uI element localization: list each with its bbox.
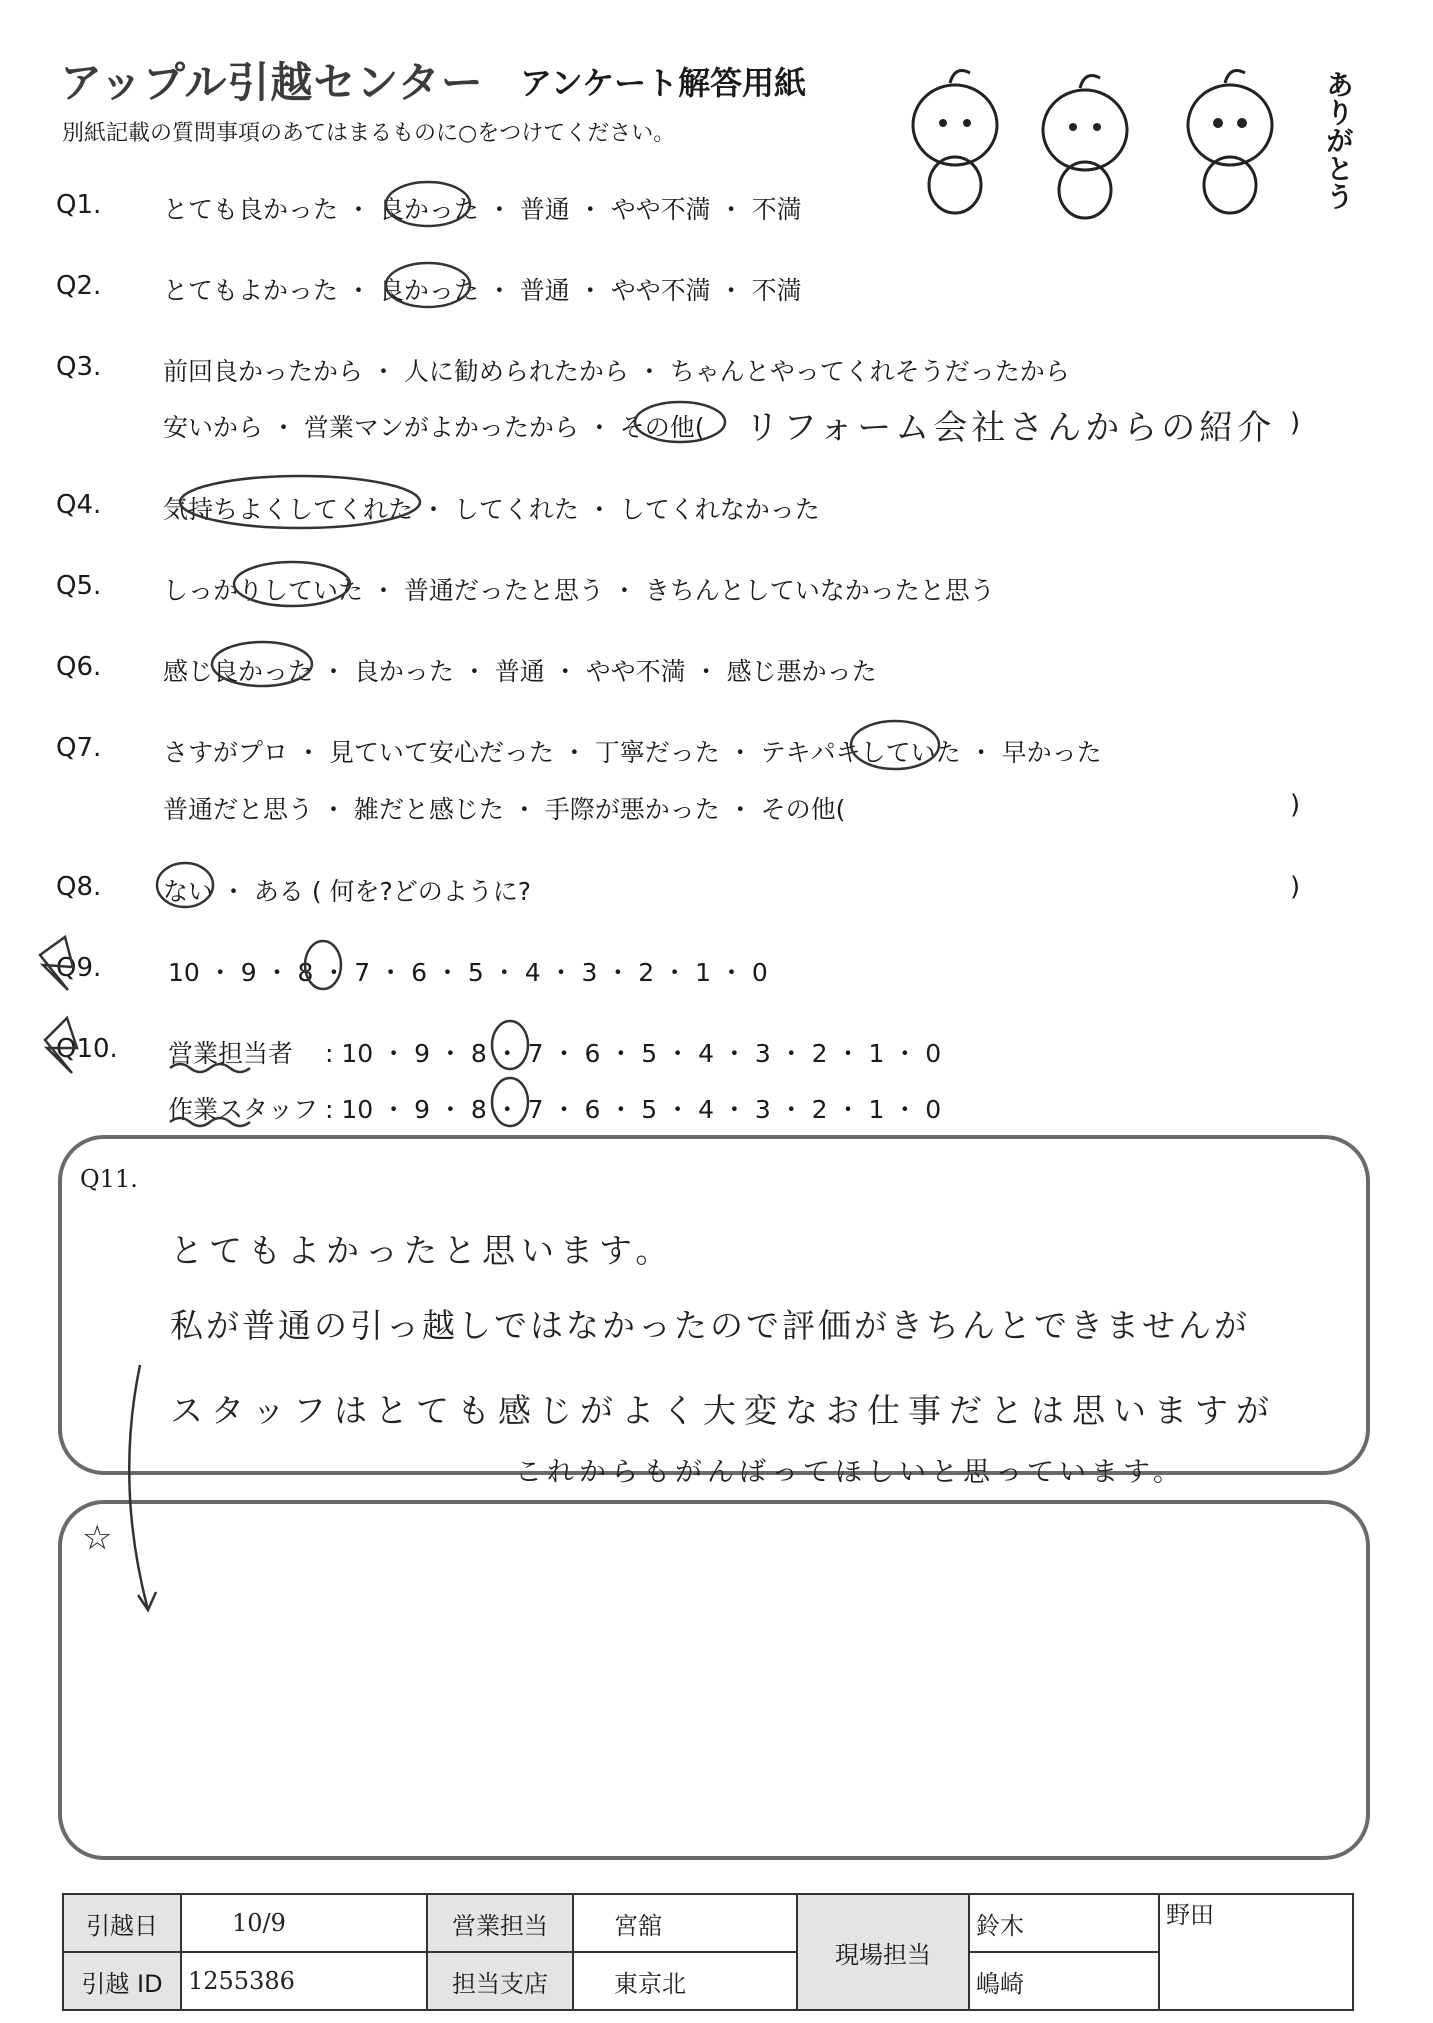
q11-comment-line2: 私が普通の引っ越しではなかったので評価がきちんとできませんが bbox=[170, 1306, 1250, 1345]
sales-label: 営業担当 bbox=[427, 1894, 573, 1952]
move-date-value: 10/9 bbox=[181, 1894, 427, 1952]
q8-label: Q8. bbox=[56, 872, 102, 902]
q9-label: Q9. bbox=[56, 953, 102, 983]
move-info-table bbox=[62, 1893, 1354, 2011]
q7-label: Q7. bbox=[56, 733, 102, 763]
sales-name-value: 宮舘 bbox=[573, 1894, 797, 1952]
q3-other-answer: リフォーム会社さんからの紹介 bbox=[745, 408, 1276, 448]
q3-label: Q3. bbox=[56, 352, 102, 382]
q10-sales-label: 営業担当者 bbox=[168, 1039, 294, 1068]
q11-label: Q11. bbox=[80, 1165, 138, 1193]
q9-scale: 10 ・ 9 ・ 8 ・ 7 ・ 6 ・ 5 ・ 4 ・ 3 ・ 2 ・ 1 ・ 0 bbox=[168, 958, 768, 987]
site-name3-value: 野田 bbox=[1159, 1894, 1353, 2010]
site-name2-value: 嶋崎 bbox=[969, 1952, 1159, 2010]
q1-options: とても良かった ・ 良かった ・ 普通 ・ やや不満 ・ 不満 bbox=[163, 195, 802, 224]
q10-label: Q10. bbox=[56, 1034, 118, 1064]
instruction-text: 別紙記載の質問事項のあてはまるものに○をつけてください。 bbox=[62, 121, 676, 146]
q8-close-paren: ) bbox=[1290, 872, 1301, 902]
q6-label: Q6. bbox=[56, 652, 102, 682]
q3-options-line2: 安いから ・ 営業マンがよかったから ・ その他( bbox=[163, 413, 705, 442]
q5-label: Q5. bbox=[56, 571, 102, 601]
move-id-label: 引越 ID bbox=[63, 1952, 181, 2010]
q10-sales-scale: : 10 ・ 9 ・ 8 ・ 7 ・ 6 ・ 5 ・ 4 ・ 3 ・ 2 ・ 1 ・ 0 bbox=[325, 1039, 942, 1068]
move-id-value: 1255386 bbox=[181, 1952, 427, 2010]
q3-options-line1: 前回良かったから ・ 人に勧められたから ・ ちゃんとやってくれそうだったから bbox=[163, 357, 1070, 386]
company-title: アップル引越センター bbox=[60, 58, 484, 107]
star-label: ☆ bbox=[82, 1518, 113, 1558]
q6-options: 感じ良かった ・ 良かった ・ 普通 ・ やや不満 ・ 感じ悪かった bbox=[163, 657, 877, 686]
q7-close-paren: ) bbox=[1290, 790, 1301, 820]
star-comment-box bbox=[58, 1500, 1370, 1860]
q5-options: しっかりしていた ・ 普通だったと思う ・ きちんとしていなかったと思う bbox=[163, 576, 995, 605]
q10-staff-scale: : 10 ・ 9 ・ 8 ・ 7 ・ 6 ・ 5 ・ 4 ・ 3 ・ 2 ・ 1 ・ 0 bbox=[325, 1095, 942, 1124]
q11-comment-line3: スタッフはとても感じがよく大変なお仕事だとは思いますが bbox=[170, 1391, 1277, 1430]
q11-comment-line1: とてもよかったと思います。 bbox=[170, 1231, 675, 1270]
site-name1-value: 鈴木 bbox=[969, 1894, 1159, 1952]
q4-options: 気持ちよくしてくれた ・ してくれた ・ してくれなかった bbox=[163, 495, 820, 524]
move-date-label: 引越日 bbox=[63, 1894, 181, 1952]
mascot-thanks-text: ありがとう bbox=[1322, 70, 1355, 210]
q1-label: Q1. bbox=[56, 190, 102, 220]
q3-close-paren: ) bbox=[1290, 408, 1301, 438]
branch-name-value: 東京北 bbox=[573, 1952, 797, 2010]
q7-options-line2: 普通だと思う ・ 雑だと感じた ・ 手際が悪かった ・ その他( bbox=[163, 795, 846, 824]
branch-label: 担当支店 bbox=[427, 1952, 573, 2010]
q7-options-line1: さすがプロ ・ 見ていて安心だった ・ 丁寧だった ・ テキパキしていた ・ 早かった bbox=[163, 738, 1102, 767]
q4-label: Q4. bbox=[56, 490, 102, 520]
site-label: 現場担当 bbox=[797, 1894, 969, 2010]
q10-staff-label: 作業スタッフ bbox=[168, 1095, 319, 1124]
arrow-mark bbox=[110, 1360, 170, 1620]
q2-options: とてもよかった ・ 良かった ・ 普通 ・ やや不満 ・ 不満 bbox=[163, 276, 802, 305]
q8-options: ない ・ ある ( 何を?どのように? bbox=[163, 877, 532, 906]
q11-comment-line4: これからもがんばってほしいと思っています。 bbox=[515, 1457, 1185, 1488]
q2-label: Q2. bbox=[56, 271, 102, 301]
form-subtitle: アンケート解答用紙 bbox=[520, 64, 807, 102]
